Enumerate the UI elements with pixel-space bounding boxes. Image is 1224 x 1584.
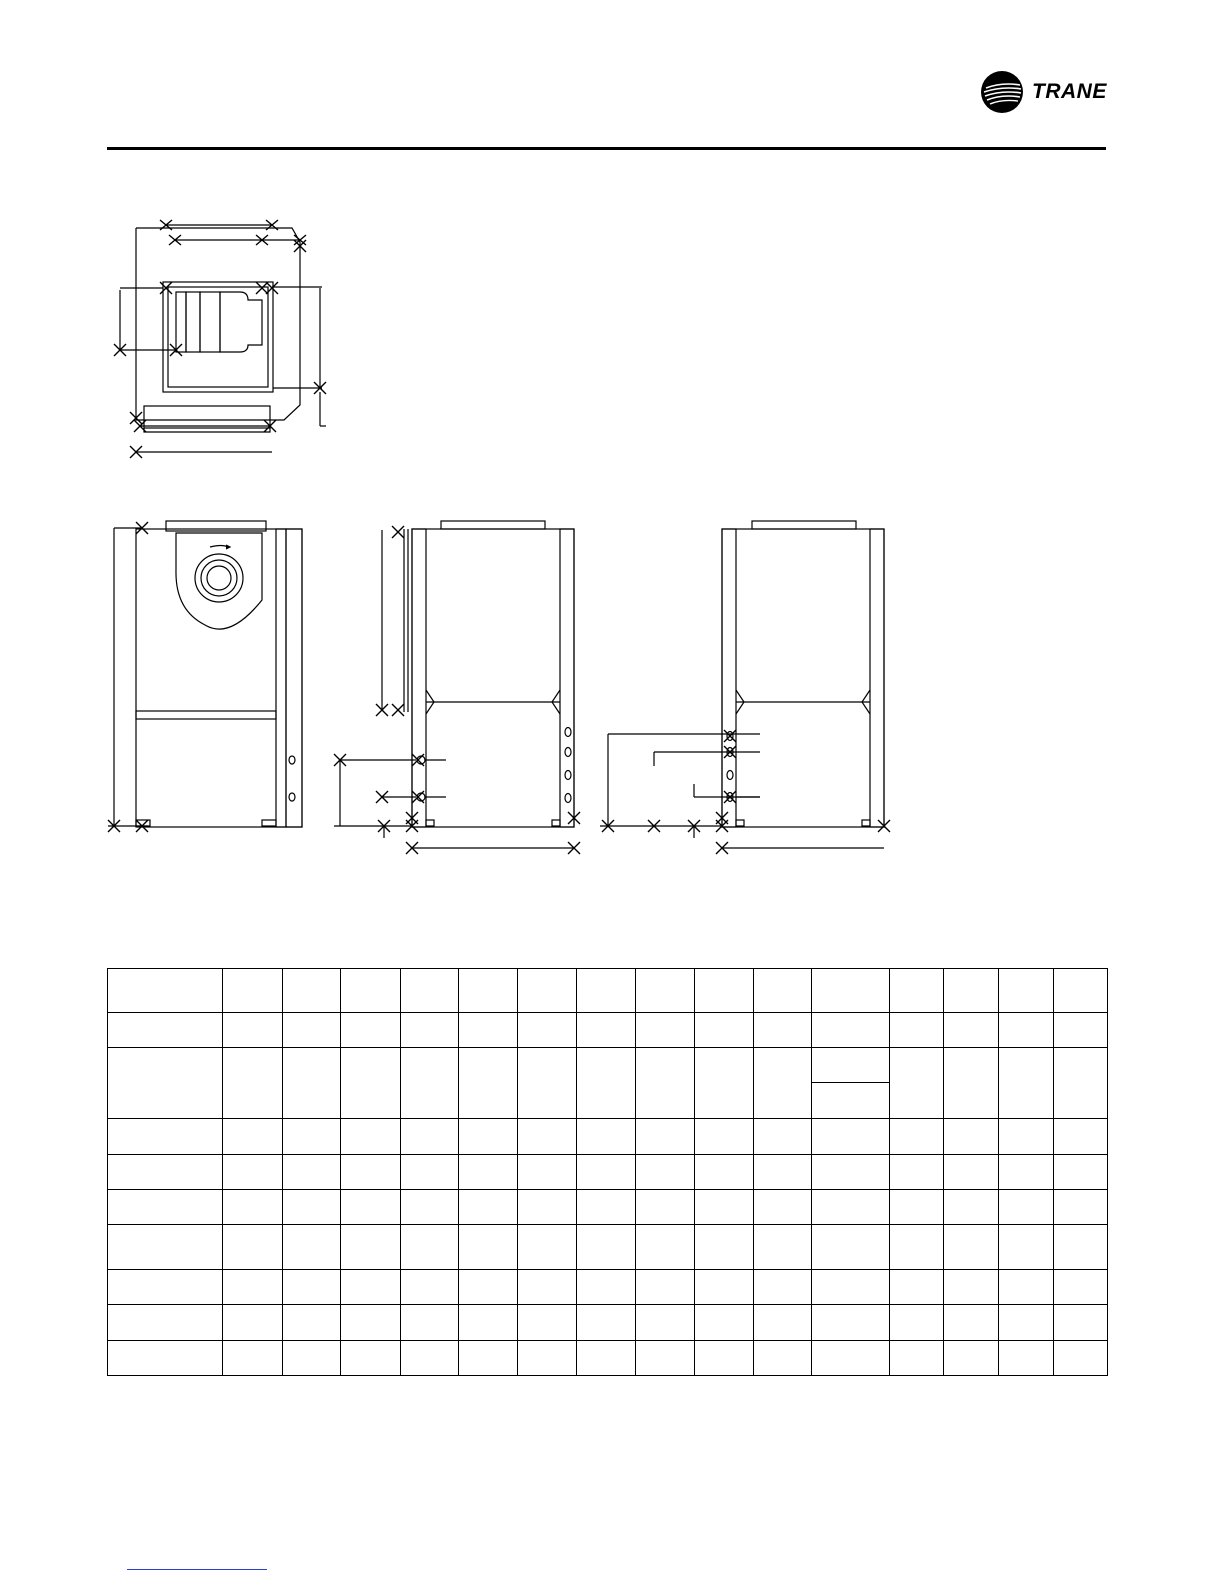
top-view	[114, 220, 326, 458]
table-cell	[108, 1119, 223, 1155]
table-row	[108, 1190, 1108, 1225]
table-row	[108, 1155, 1108, 1190]
table-cell	[108, 969, 223, 1013]
table-cell	[108, 1225, 223, 1270]
right-side-view	[600, 521, 890, 854]
footer-link[interactable]	[127, 1555, 267, 1570]
table-cell	[108, 1270, 223, 1305]
table-row	[108, 1013, 1108, 1048]
table-split-cell-bottom	[812, 1083, 890, 1119]
table-cell	[108, 1305, 223, 1341]
table-cell	[108, 1048, 223, 1119]
table-cell	[108, 1341, 223, 1376]
table-cell	[108, 1190, 223, 1225]
table-row	[108, 969, 1108, 1013]
table-row	[108, 1225, 1108, 1270]
table-row	[108, 1119, 1108, 1155]
left-side-view	[334, 521, 580, 854]
table-cell	[108, 1013, 223, 1048]
table-split-cell-top	[812, 1048, 890, 1083]
specification-table	[107, 968, 1108, 1376]
brand-wordmark: TRANE	[1032, 80, 1107, 103]
table-row	[108, 1270, 1108, 1305]
table-cell	[108, 1155, 223, 1190]
front-view	[108, 521, 302, 832]
table-row	[108, 1305, 1108, 1341]
table-row	[108, 1341, 1108, 1376]
table-row	[108, 1048, 1108, 1083]
